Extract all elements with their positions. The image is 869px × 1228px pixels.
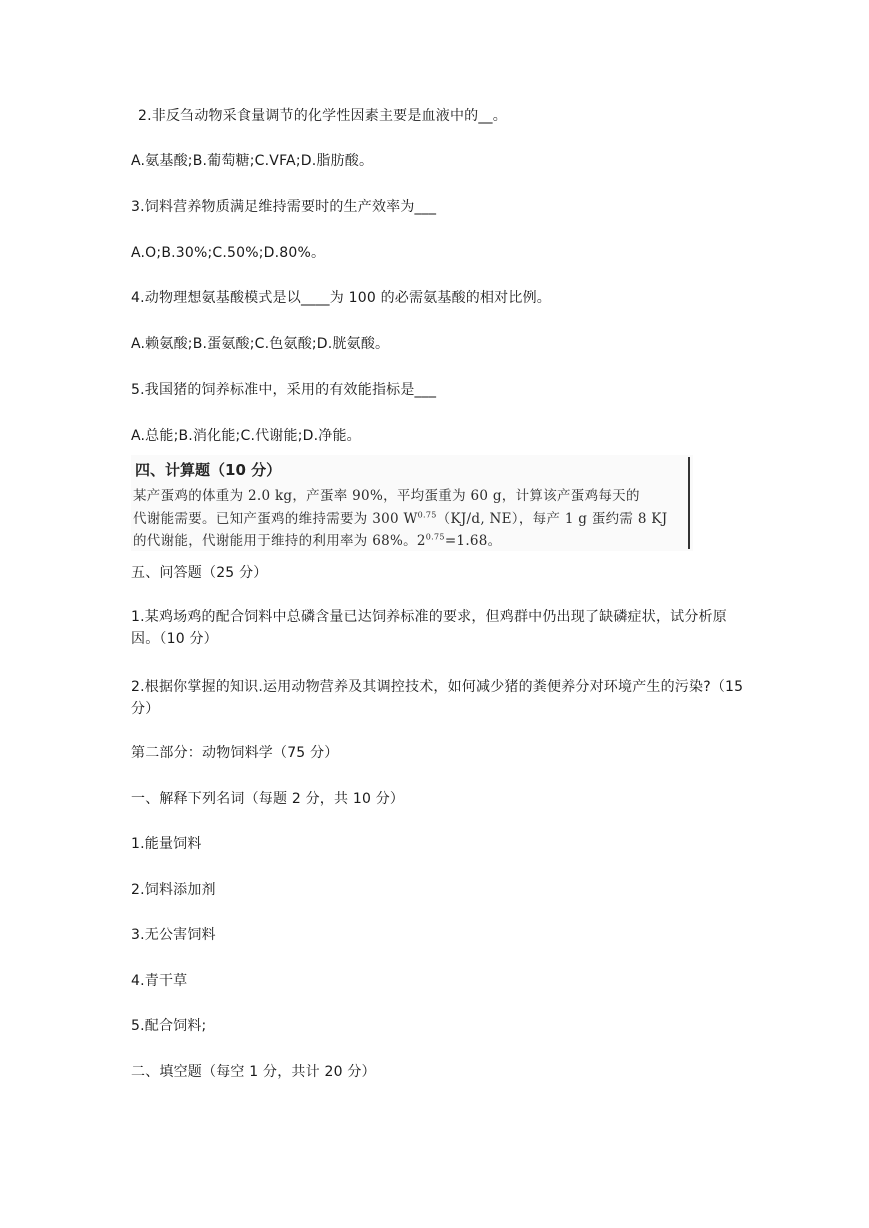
term-item: 5.配合饲料; (131, 1018, 207, 1034)
qa-heading: 五、问答题（25 分） (131, 565, 268, 581)
question-4: 4.动物理想氨基酸模式是以____为 100 的必需氨基酸的相对比例。 (131, 290, 551, 306)
calculation-line-2 (133, 507, 667, 527)
calculation-title: 四、计算题（10 分） (135, 461, 282, 479)
term-item: 4.青干草 (131, 973, 188, 989)
calculation-line-3 (133, 529, 501, 549)
term-item: 3.无公害饲料 (131, 927, 216, 943)
section-1-heading: 一、解释下列名词（每题 2 分，共 10 分） (131, 791, 405, 807)
calculation-question-scan (131, 455, 693, 551)
question-3: 3.饲料营养物质满足维持需要时的生产效率为___ (131, 199, 437, 215)
exponent: 0.75 (417, 510, 437, 520)
calculation-line-3-text: 的代谢能，代谢能用于维持的利用率为 68%。2 (133, 533, 426, 549)
calculation-line-2-text: 代谢能需要。已知产蛋鸡的维持需要为 300 W (133, 511, 418, 527)
part-2-heading: 第二部分：动物饲料学（75 分） (131, 745, 339, 761)
question-2: 2.非反刍动物采食量调节的化学性因素主要是血液中的__。 (138, 108, 507, 124)
question-3-options: A.O;B.30%;C.50%;D.80%。 (131, 245, 326, 261)
section-2-heading: 二、填空题（每空 1 分，共计 20 分） (131, 1064, 376, 1080)
calculation-line-2-tail: （KJ/d, NE），每产 1 g 蛋约需 8 KJ (436, 511, 668, 527)
question-5: 5.我国猪的饲养标准中，采用的有效能指标是___ (131, 382, 437, 398)
question-5-options: A.总能;B.消化能;C.代谢能;D.净能。 (131, 428, 361, 444)
question-4-options: A.赖氨酸;B.蛋氨酸;C.色氨酸;D.胱氨酸。 (131, 336, 390, 352)
calculation-line-3-tail: =1.68。 (444, 533, 502, 549)
term-item: 1.能量饲料 (131, 836, 202, 852)
qa-question-1: 1.某鸡场鸡的配合饲料中总磷含量已达饲养标准的要求，但鸡群中仍出现了缺磷症状，试分析原因。（10 分） (131, 609, 727, 647)
term-item: 2.饲料添加剂 (131, 882, 216, 898)
question-2-options: A.氨基酸;B.葡萄糖;C.VFA;D.脂肪酸。 (131, 153, 374, 169)
scan-border-line (688, 457, 690, 549)
qa-question-2: 2.根据你掌握的知识.运用动物营养及其调控技术，如何减少猪的粪便养分对环境产生的污染?（15 分） (131, 679, 744, 717)
calculation-line-1: 某产蛋鸡的体重为 2.0 kg，产蛋率 90%，平均蛋重为 60 g，计算该产蛋鸡每天的 (133, 488, 640, 504)
exponent: 0.75 (425, 532, 445, 542)
